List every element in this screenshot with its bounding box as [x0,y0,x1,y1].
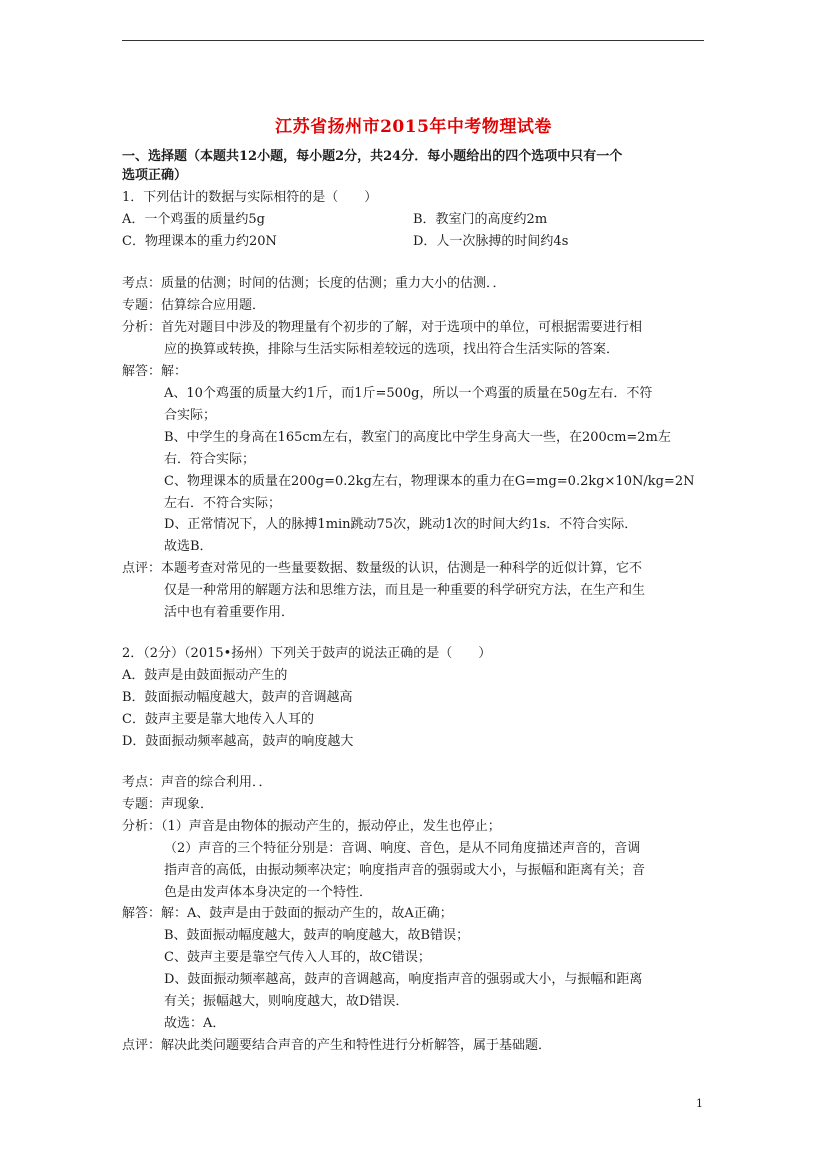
q2-option-c: C．鼓声主要是靠大地传入人耳的 [122,712,314,727]
q2-jieda-line: D、鼓面振动频率越高，鼓声的音调越高，响度指声音的强弱或大小，与振幅和距离 [164,972,643,987]
q2-option-b: B．鼓面振动幅度越大，鼓声的音调越高 [122,690,353,705]
q2-jieda-line: B、鼓面振动幅度越大，鼓声的响度越大，故B错误； [164,928,470,943]
q2-jieda-line: 故选：A． [164,1016,226,1031]
q2-fenxi-line: 分析：（1）声音是由物体的振动产生的，振动停止，发生也停止； [122,819,501,834]
q2-dianping: 点评：解决此类问题要结合声音的产生和特性进行分析解答，属于基础题． [122,1038,552,1053]
q2-jieda-line: 解答：解：A、鼓声是由于鼓面的振动产生的，故A正确； [122,906,453,921]
page-title: 江苏省扬州市2015年中考物理试卷 [275,117,552,137]
header-rule [122,40,704,41]
q2-option-a: A．鼓声是由鼓面振动产生的 [122,668,288,683]
section-heading-line1: 一、选择题（本题共12小题，每小题2分，共24分．每小题给出的四个选项中只有一个 [122,149,623,164]
q1-stem: 1．下列估计的数据与实际相符的是（ ） [122,190,378,205]
q1-dianping-line: 活中也有着重要作用． [164,605,295,620]
q1-dianping-line: 点评：本题考查对常见的一些量要数据、数量级的认识，估测是一种科学的近似计算，它不 [122,561,643,576]
q1-jieda-line: A、10个鸡蛋的质量大约1斤，而1斤=500g，所以一个鸡蛋的质量在50g左右．不符 [164,386,653,401]
q2-option-d: D．鼓面振动频率越高，鼓声的响度越大 [122,734,354,749]
q1-option-c: C．物理课本的重力约20N [122,234,277,249]
q2-fenxi-line: （2）声音的三个特征分别是：音调、响度、音色，是从不同角度描述声音的，音调 [164,841,641,856]
q2-kaodian: 考点：声音的综合利用．． [122,775,272,790]
q1-dianping-line: 仅是一种常用的解题方法和思维方法，而且是一种重要的科学研究方法，在生产和生 [164,583,646,598]
q1-fenxi-line: 分析：首先对题目中涉及的物理量有个初步的了解，对于选项中的单位，可根据需要进行相 [122,320,643,335]
section-heading-line2: 选项正确） [122,168,188,183]
q1-zhuanti: 专题：估算综合应用题． [122,298,266,313]
q2-stem: 2．（2分）（2015•扬州）下列关于鼓声的说法正确的是（ ） [122,646,492,661]
q2-zhuanti: 专题：声现象． [122,797,214,812]
q2-fenxi-line: 指声音的高低，由振动频率决定；响度指声音的强弱或大小，与振幅和距离有关；音 [164,863,646,878]
q1-option-a: A．一个鸡蛋的质量约5g [122,212,265,227]
q1-jieda-line: B、中学生的身高在165cm左右，教室门的高度比中学生身高大一些，在200cm=2m左 [164,430,671,445]
q2-jieda-line: C、鼓声主要是靠空气传入人耳的，故C错误； [164,950,431,965]
q2-jieda-line: 有关；振幅越大，则响度越大，故D错误． [164,994,409,1009]
q1-fenxi-line: 应的换算或转换，排除与生活实际相差较远的选项，找出符合生活实际的答案． [164,342,620,357]
q1-jieda-line: D、正常情况下，人的脉搏1min跳动75次，跳动1次的时间大约1s．不符合实际． [164,517,638,532]
q1-jieda-label: 解答：解： [122,364,188,379]
page-number: 1 [696,1097,703,1110]
q1-kaodian: 考点：质量的估测；时间的估测；长度的估测；重力大小的估测．． [122,276,506,291]
q1-jieda-line: C、物理课本的质量在200g=0.2kg左右，物理课本的重力在G=mg=0.2kg×10N/kg=2N [164,474,695,489]
q2-fenxi-line: 色是由发声体本身决定的一个特性． [164,885,373,900]
q1-option-b: B．教室门的高度约2m [413,212,548,227]
q1-jieda-line: 右．符合实际； [164,452,256,467]
q1-jieda-line: 合实际； [164,408,217,423]
q1-option-d: D．人一次脉搏的时间约4s [413,234,569,249]
q1-jieda-line: 左右．不符合实际； [164,496,282,511]
q1-jieda-line: 故选B． [164,539,213,554]
